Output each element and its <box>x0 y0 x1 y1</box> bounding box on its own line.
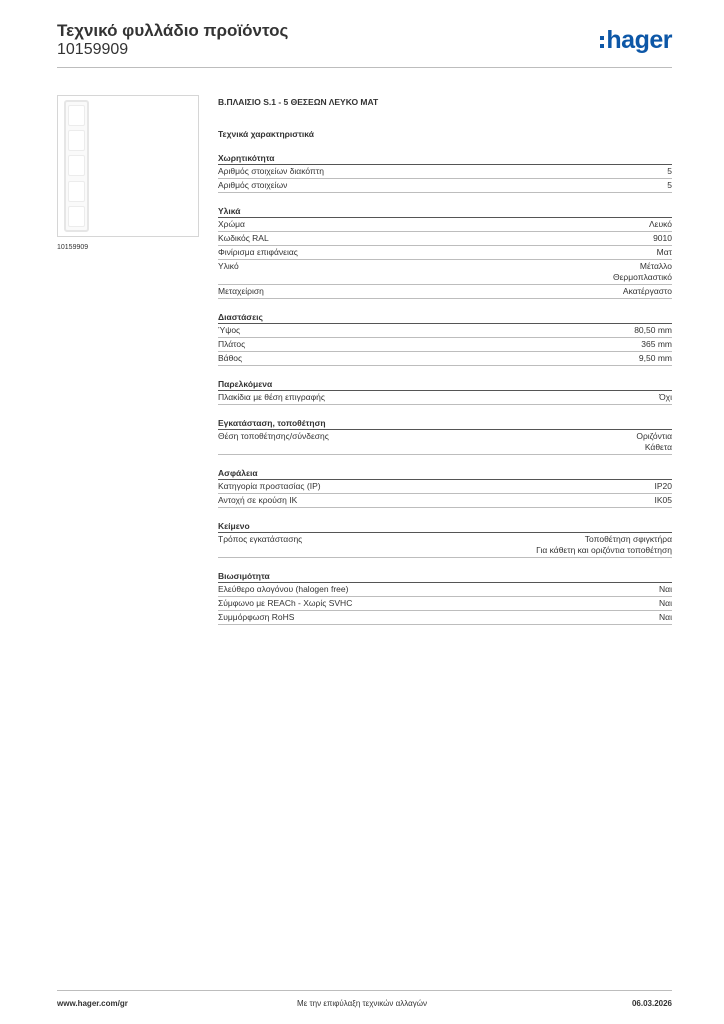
footer-divider <box>57 990 672 991</box>
spec-row <box>218 165 672 179</box>
frame-slot-icon <box>68 130 85 151</box>
product-image <box>57 95 199 237</box>
spec-value-line: Μέταλλο <box>639 261 672 271</box>
spec-label: Τρόπος εγκατάστασης <box>218 534 303 544</box>
document-product-code: 10159909 <box>57 41 129 58</box>
spec-row <box>218 246 672 260</box>
spec-row <box>218 260 672 285</box>
spec-row <box>218 285 672 299</box>
spec-label: Φινίρισμα επιφάνειας <box>218 247 298 257</box>
spec-value-line: IP20 <box>654 481 672 491</box>
spec-label: Χρώμα <box>218 219 245 229</box>
spec-label: Αριθμός στοιχείων <box>218 180 288 190</box>
spec-value-line: 5 <box>667 166 672 176</box>
hager-logo <box>600 27 672 53</box>
spec-row <box>218 324 672 338</box>
spec-value <box>657 247 672 258</box>
spec-label: Πλακίδια με θέση επιγραφής <box>218 392 325 402</box>
spec-value-line: Όχι <box>659 392 672 402</box>
spec-section <box>218 417 672 455</box>
spec-label: Συμμόρφωση RoHS <box>218 612 295 622</box>
spec-value <box>613 261 672 283</box>
section-title: Κείμενο <box>218 520 672 533</box>
section-title: Ασφάλεια <box>218 467 672 480</box>
spec-value-line: 365 mm <box>641 339 672 349</box>
frame-slot-icon <box>68 155 85 176</box>
spec-value-line: Ναι <box>659 584 672 594</box>
spec-row <box>218 430 672 455</box>
spec-label: Θέση τοποθέτησης/σύνδεσης <box>218 431 329 441</box>
spec-value-line: Ναι <box>659 598 672 608</box>
frame-slot-icon <box>68 105 85 126</box>
spec-row <box>218 352 672 366</box>
spec-value-line: Λευκό <box>649 219 672 229</box>
section-title: Διαστάσεις <box>218 311 672 324</box>
spec-value-line: Οριζόντια <box>636 431 672 441</box>
footer-date: 06.03.2026 <box>631 999 672 1008</box>
spec-value-line: Τοποθέτηση σφιγκτήρα <box>584 534 672 544</box>
spec-value-line: 9010 <box>653 233 672 243</box>
spec-value-line: Κάθετα <box>644 442 672 452</box>
logo-dots-icon <box>600 36 604 48</box>
spec-label: Ελεύθερο αλογόνου (halogen free) <box>218 584 349 594</box>
spec-value-line: 80,50 mm <box>634 325 672 335</box>
frame-slot-icon <box>68 206 85 227</box>
spec-label: Σύμφωνο με REACh - Χωρίς SVHC <box>218 598 353 608</box>
spec-sections <box>218 152 672 625</box>
spec-label: Αριθμός στοιχείων διακόπτη <box>218 166 324 176</box>
spec-value <box>659 612 672 623</box>
spec-value <box>623 286 672 297</box>
spec-section <box>218 570 672 625</box>
section-title: Παρελκόμενα <box>218 378 672 391</box>
footer-website[interactable]: www.hager.com/gr <box>57 999 128 1008</box>
spec-value-line: Ακατέργαστο <box>622 286 672 296</box>
spec-section <box>218 205 672 299</box>
spec-value <box>536 534 672 556</box>
spec-value <box>655 481 673 492</box>
specs-heading: Τεχνικά χαρακτηριστικά <box>218 129 314 139</box>
spec-section <box>218 152 672 193</box>
spec-section <box>218 378 672 405</box>
spec-value <box>659 584 672 595</box>
spec-value <box>639 353 672 364</box>
spec-value <box>634 325 672 336</box>
frame-illustration-icon <box>64 100 89 232</box>
spec-value <box>655 495 673 506</box>
spec-row <box>218 480 672 494</box>
spec-label: Υλικό <box>218 261 239 271</box>
image-caption: 10159909 <box>57 244 89 251</box>
spec-row <box>218 494 672 508</box>
spec-label: Βάθος <box>218 353 243 363</box>
spec-label: Ύψος <box>218 325 241 335</box>
spec-value <box>659 598 672 609</box>
spec-row <box>218 611 672 625</box>
spec-value <box>659 392 672 403</box>
header-divider <box>57 67 672 68</box>
spec-section <box>218 520 672 558</box>
logo-text: hager <box>606 26 672 54</box>
spec-value-line: Θερμοπλαστικό <box>612 272 672 282</box>
document-title: Τεχνικό φυλλάδιο προϊόντος <box>57 21 289 40</box>
spec-content <box>218 96 672 625</box>
spec-value <box>667 166 672 177</box>
spec-row <box>218 179 672 193</box>
spec-label: Μεταχείριση <box>218 286 264 296</box>
spec-value-line: Για κάθετη και οριζόντια τοποθέτηση <box>536 545 672 555</box>
spec-row <box>218 232 672 246</box>
spec-value-line: Ματ <box>656 247 672 257</box>
spec-row <box>218 583 672 597</box>
spec-value <box>653 233 672 244</box>
spec-section <box>218 467 672 508</box>
spec-value-line: Ναι <box>659 612 672 622</box>
spec-label: Κατηγορία προστασίας (IP) <box>218 481 321 491</box>
product-name: Β.ΠΛΑΙΣΙΟ S.1 - 5 ΘΕΣΕΩΝ ΛΕΥΚΟ ΜΑΤ <box>218 97 379 107</box>
frame-slot-icon <box>68 181 85 202</box>
spec-label: Πλάτος <box>218 339 246 349</box>
spec-label: Κωδικός RAL <box>218 233 269 243</box>
section-title: Βιωσιμότητα <box>218 570 672 583</box>
spec-section <box>218 311 672 366</box>
spec-row <box>218 597 672 611</box>
spec-value-line: 9,50 mm <box>638 353 672 363</box>
spec-value <box>641 339 672 350</box>
spec-value <box>667 180 672 191</box>
spec-label: Αντοχή σε κρούση IK <box>218 495 298 505</box>
spec-row <box>218 218 672 232</box>
spec-value <box>636 431 672 453</box>
footer-disclaimer: Με την επιφύλαξη τεχνικών αλλαγών <box>297 999 427 1008</box>
spec-value-line: IK05 <box>654 495 672 505</box>
spec-value <box>649 219 672 230</box>
section-title: Υλικά <box>218 205 672 218</box>
spec-row <box>218 338 672 352</box>
section-title: Εγκατάσταση, τοποθέτηση <box>218 417 672 430</box>
spec-row <box>218 391 672 405</box>
spec-row <box>218 533 672 558</box>
section-title: Χωρητικότητα <box>218 152 672 165</box>
spec-value-line: 5 <box>667 180 672 190</box>
